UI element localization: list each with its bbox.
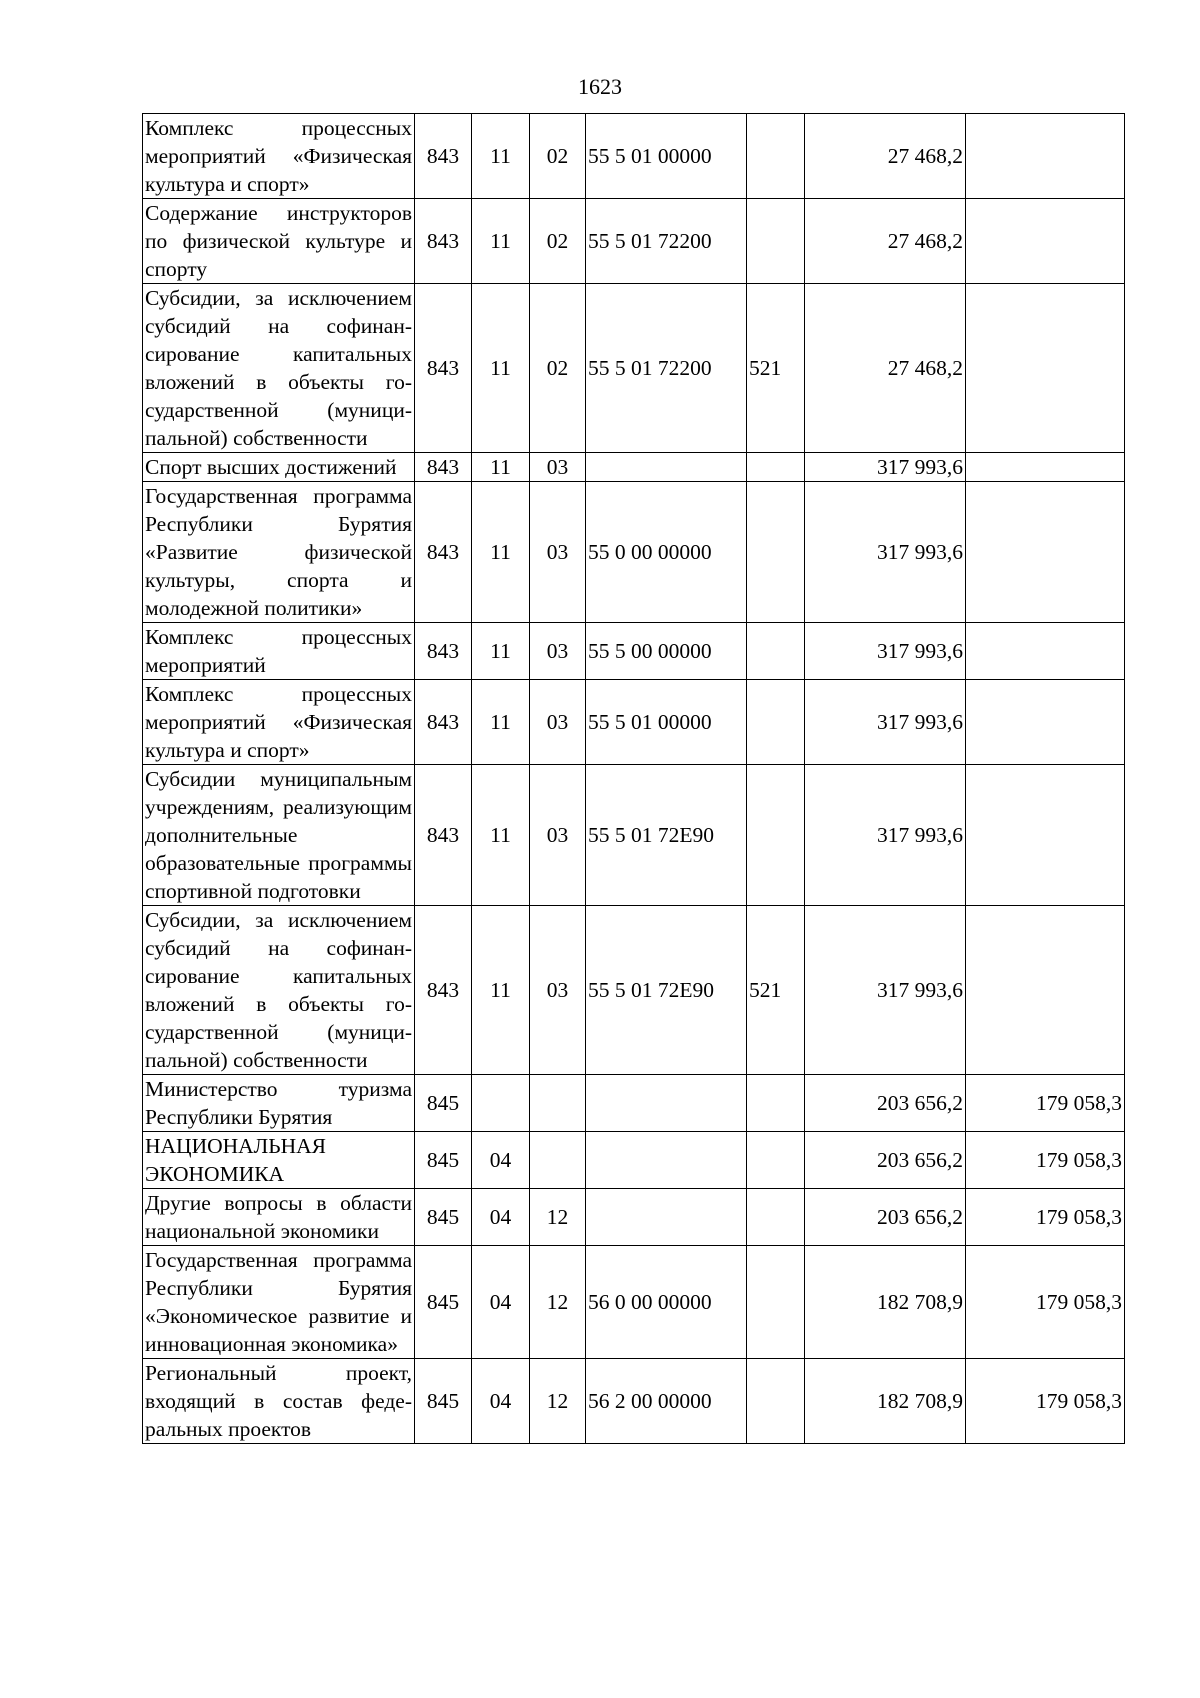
budget-table <box>142 113 1125 1444</box>
row-name: Комплекс процессных мероприятий <box>143 623 415 680</box>
expense-type <box>747 680 805 765</box>
page-number: 1623 <box>578 74 622 99</box>
subsection-code <box>530 1075 586 1132</box>
amount-2 <box>966 482 1125 623</box>
amount-2 <box>966 765 1125 906</box>
target-article: 55 5 00 00000 <box>586 623 747 680</box>
amount-1: 317 993,6 <box>805 765 966 906</box>
row-name: Государственная программа Республики Бурятия «Экономическое развитие и инновационная экономика» <box>143 1246 415 1359</box>
target-article: 55 5 01 72Е90 <box>586 765 747 906</box>
table-row <box>143 482 1125 623</box>
row-name: Министерство туризма Республики Бурятия <box>143 1075 415 1132</box>
ministry-code: 845 <box>415 1189 472 1246</box>
subsection-code <box>530 1132 586 1189</box>
row-name: Субсидии, за исключением субсидий на софинансирование капитальных вложений в объекты государственной (муниципальной) собственности <box>143 284 415 453</box>
section-code: 04 <box>472 1132 530 1189</box>
amount-2 <box>966 906 1125 1075</box>
amount-1: 203 656,2 <box>805 1132 966 1189</box>
table-body <box>143 114 1125 1444</box>
ministry-code: 843 <box>415 680 472 765</box>
section-code: 04 <box>472 1189 530 1246</box>
ministry-code: 843 <box>415 623 472 680</box>
row-name: Субсидии, за исключением субсидий на софинансирование капитальных вложений в объекты государственной (муниципальной) собственности <box>143 906 415 1075</box>
target-article: 56 2 00 00000 <box>586 1359 747 1444</box>
amount-1: 182 708,9 <box>805 1246 966 1359</box>
target-article: 56 0 00 00000 <box>586 1246 747 1359</box>
subsection-code: 12 <box>530 1359 586 1444</box>
subsection-code: 02 <box>530 114 586 199</box>
table-row <box>143 453 1125 482</box>
subsection-code: 02 <box>530 199 586 284</box>
row-name: Другие вопросы в области национальной экономики <box>143 1189 415 1246</box>
expense-type <box>747 1246 805 1359</box>
amount-1: 27 468,2 <box>805 284 966 453</box>
amount-2 <box>966 453 1125 482</box>
ministry-code: 843 <box>415 199 472 284</box>
section-code: 11 <box>472 906 530 1075</box>
section-code: 11 <box>472 680 530 765</box>
expense-type <box>747 1359 805 1444</box>
amount-1: 317 993,6 <box>805 906 966 1075</box>
target-article: 55 5 01 72200 <box>586 284 747 453</box>
table-row <box>143 114 1125 199</box>
row-name: Государственная программа Республики Бурятия «Развитие физической культуры, спорта и молодежной политики» <box>143 482 415 623</box>
amount-1: 203 656,2 <box>805 1075 966 1132</box>
expense-type: 521 <box>747 906 805 1075</box>
table-row <box>143 1246 1125 1359</box>
section-code: 11 <box>472 623 530 680</box>
table-row <box>143 906 1125 1075</box>
table-row <box>143 199 1125 284</box>
target-article <box>586 453 747 482</box>
target-article <box>586 1189 747 1246</box>
section-code: 11 <box>472 453 530 482</box>
section-code: 11 <box>472 284 530 453</box>
amount-1: 203 656,2 <box>805 1189 966 1246</box>
expense-type <box>747 482 805 623</box>
amount-1: 317 993,6 <box>805 453 966 482</box>
amount-1: 27 468,2 <box>805 114 966 199</box>
target-article: 55 0 00 00000 <box>586 482 747 623</box>
section-code: 11 <box>472 765 530 906</box>
ministry-code: 843 <box>415 906 472 1075</box>
section-code: 11 <box>472 199 530 284</box>
section-code <box>472 1075 530 1132</box>
table-row <box>143 284 1125 453</box>
row-name: НАЦИОНАЛЬНАЯ ЭКОНОМИКА <box>143 1132 415 1189</box>
amount-1: 317 993,6 <box>805 680 966 765</box>
table-row <box>143 1189 1125 1246</box>
target-article <box>586 1132 747 1189</box>
subsection-code: 12 <box>530 1246 586 1359</box>
target-article: 55 5 01 72200 <box>586 199 747 284</box>
amount-2: 179 058,3 <box>966 1075 1125 1132</box>
ministry-code: 843 <box>415 453 472 482</box>
expense-type <box>747 765 805 906</box>
expense-type <box>747 199 805 284</box>
expense-type <box>747 1189 805 1246</box>
amount-2 <box>966 623 1125 680</box>
table-row <box>143 680 1125 765</box>
table-row <box>143 765 1125 906</box>
ministry-code: 845 <box>415 1075 472 1132</box>
amount-1: 317 993,6 <box>805 482 966 623</box>
amount-2 <box>966 284 1125 453</box>
row-name: Субсидии муниципальным учреждениям, реализующим дополнительные образовательные программы спортивной подготовки <box>143 765 415 906</box>
amount-2 <box>966 199 1125 284</box>
target-article: 55 5 01 72Е90 <box>586 906 747 1075</box>
row-name: Комплекс процессных мероприятий «Физическая культура и спорт» <box>143 680 415 765</box>
expense-type <box>747 1075 805 1132</box>
amount-2: 179 058,3 <box>966 1359 1125 1444</box>
ministry-code: 845 <box>415 1132 472 1189</box>
ministry-code: 843 <box>415 114 472 199</box>
row-name: Комплекс процессных мероприятий «Физическая культура и спорт» <box>143 114 415 199</box>
ministry-code: 843 <box>415 482 472 623</box>
target-article: 55 5 01 00000 <box>586 114 747 199</box>
ministry-code: 843 <box>415 765 472 906</box>
expense-type: 521 <box>747 284 805 453</box>
expense-type <box>747 114 805 199</box>
expense-type <box>747 1132 805 1189</box>
row-name: Спорт высших достижений <box>143 453 415 482</box>
subsection-code: 03 <box>530 765 586 906</box>
table-row <box>143 623 1125 680</box>
amount-2: 179 058,3 <box>966 1246 1125 1359</box>
section-code: 11 <box>472 114 530 199</box>
subsection-code: 03 <box>530 906 586 1075</box>
section-code: 11 <box>472 482 530 623</box>
subsection-code: 03 <box>530 453 586 482</box>
expense-type <box>747 453 805 482</box>
target-article: 55 5 01 00000 <box>586 680 747 765</box>
subsection-code: 12 <box>530 1189 586 1246</box>
ministry-code: 845 <box>415 1359 472 1444</box>
amount-2 <box>966 114 1125 199</box>
table-row <box>143 1359 1125 1444</box>
target-article <box>586 1075 747 1132</box>
amount-1: 27 468,2 <box>805 199 966 284</box>
table-row <box>143 1132 1125 1189</box>
subsection-code: 03 <box>530 623 586 680</box>
expense-type <box>747 623 805 680</box>
ministry-code: 845 <box>415 1246 472 1359</box>
row-name: Региональный проект, входящий в состав федеральных проектов <box>143 1359 415 1444</box>
amount-1: 317 993,6 <box>805 623 966 680</box>
row-name: Содержание инструкторов по физической культуре и спорту <box>143 199 415 284</box>
amount-2: 179 058,3 <box>966 1132 1125 1189</box>
ministry-code: 843 <box>415 284 472 453</box>
table-row <box>143 1075 1125 1132</box>
subsection-code: 03 <box>530 680 586 765</box>
section-code: 04 <box>472 1359 530 1444</box>
subsection-code: 03 <box>530 482 586 623</box>
amount-2: 179 058,3 <box>966 1189 1125 1246</box>
amount-2 <box>966 680 1125 765</box>
subsection-code: 02 <box>530 284 586 453</box>
section-code: 04 <box>472 1246 530 1359</box>
amount-1: 182 708,9 <box>805 1359 966 1444</box>
